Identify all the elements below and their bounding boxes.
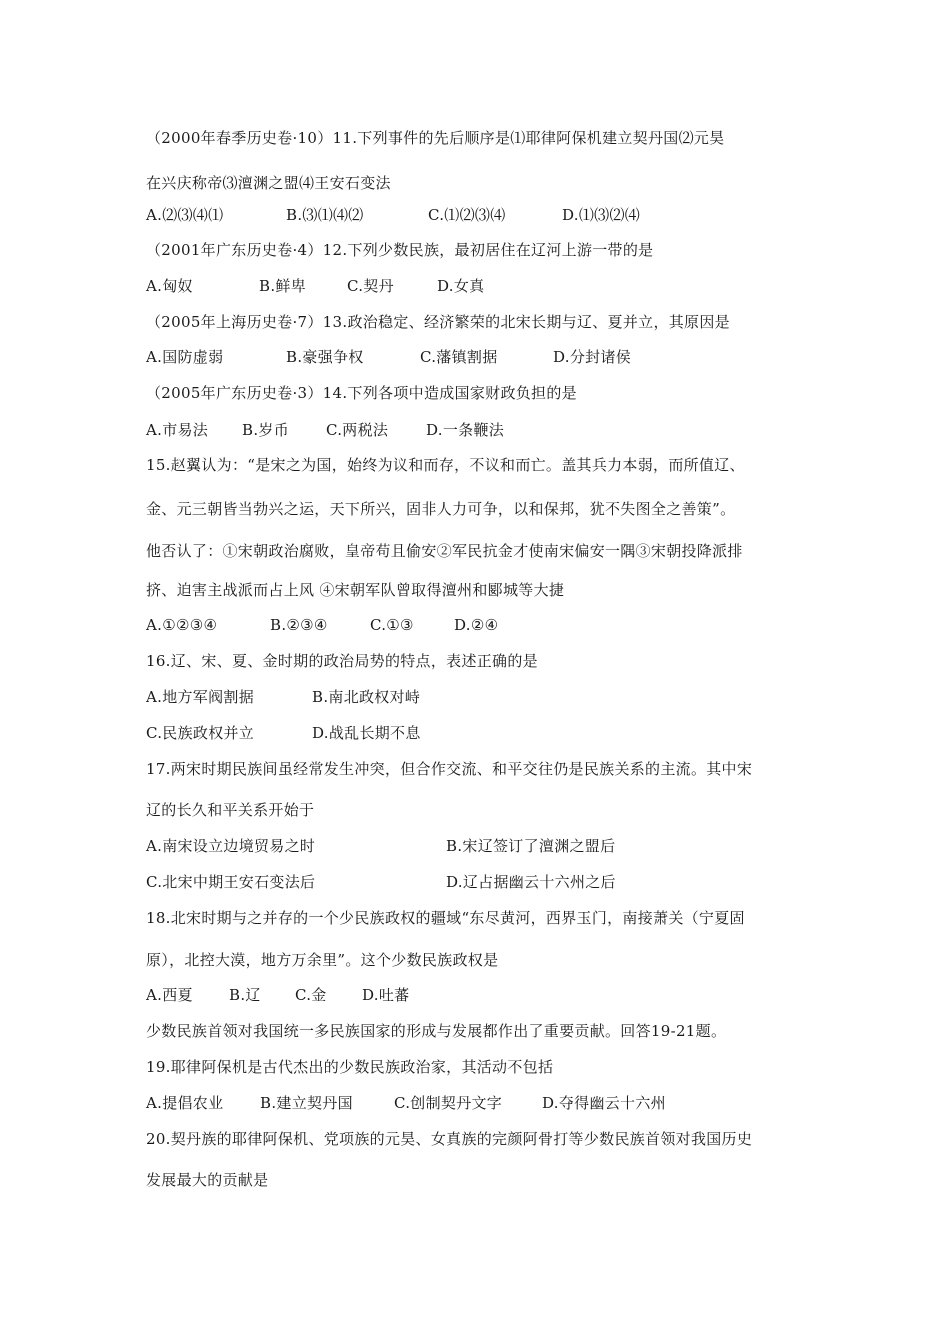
q16-option-d: D.战乱长期不息 [312,724,421,742]
q19-option-d: D.夺得幽云十六州 [542,1094,666,1112]
q11-stem-line-1: （2000年春季历史卷·10）11.下列事件的先后顺序是⑴耶律阿保机建立契丹国⑵元昊 [146,129,725,147]
q16-option-b: B.南北政权对峙 [312,688,421,706]
q15-stem-line-2: 金、元三朝皆当勃兴之运，天下所兴，固非人力可争，以和保邦，犹不失图全之善策”。 [146,500,736,518]
q14-option-b: B.岁币 [242,421,289,439]
q17-stem-line-1: 17.两宋时期民族间虽经常发生冲突，但合作交流、和平交往仍是民族关系的主流。其中宋 [146,760,753,778]
q17-options-row-2 [146,872,616,892]
q17-option-c: C.北宋中期王安石变法后 [146,873,316,891]
q19-stem: 19.耶律阿保机是古代杰出的少数民族政治家，其活动不包括 [146,1058,554,1076]
q13-option-b: B.豪强争权 [286,348,364,366]
q11-option-b: B.⑶⑴⑷⑵ [286,206,364,224]
q19-option-a: A.提倡农业 [146,1094,224,1112]
q18-option-d: D.吐蕃 [362,986,410,1004]
q13-option-d: D.分封诸侯 [553,348,632,366]
q12-option-a: A.匈奴 [146,277,193,295]
q12-option-c: C.契丹 [347,277,394,295]
q13-stem: （2005年上海历史卷·7）13.政治稳定、经济繁荣的北宋长期与辽、夏并立，其原因是 [146,313,730,331]
q15-options [146,615,498,635]
q13-option-c: C.藩镇割据 [420,348,498,366]
q15-option-c: C.①③ [370,616,414,634]
q11-stem-line-2: 在兴庆称帝⑶澶渊之盟⑷王安石变法 [146,174,391,192]
q11-options [146,205,640,225]
q19-option-b: B.建立契丹国 [260,1094,353,1112]
q20-stem-line-1: 20.契丹族的耶律阿保机、党项族的元昊、女真族的完颜阿骨打等少数民族首领对我国历史 [146,1130,753,1148]
q16-stem: 16.辽、宋、夏、金时期的政治局势的特点，表述正确的是 [146,652,538,670]
q14-option-d: D.一条鞭法 [426,421,505,439]
q19-options [146,1093,666,1113]
q18-options [146,985,409,1005]
q12-options [146,276,484,296]
q16-options-row-2 [146,723,421,743]
q11-option-a: A.⑵⑶⑷⑴ [146,206,224,224]
q18-option-b: B.辽 [229,986,261,1004]
q17-option-d: D.辽占据幽云十六州之后 [446,873,616,891]
q18-stem-line-2: 原），北控大漠，地方万余里”。这个少数民族政权是 [146,951,499,969]
q15-stem-line-1: 15.赵翼认为：“是宋之为国，始终为议和而存，不议和而亡。盖其兵力本弱，而所值辽、 [146,456,745,474]
q19-option-c: C.创制契丹文字 [394,1094,503,1112]
q20-stem-line-2: 发展最大的贡献是 [146,1171,269,1189]
q15-option-a: A.①②③④ [146,616,218,634]
q15-option-d: D.②④ [454,616,499,634]
q17-options-row-1 [146,836,615,856]
q18-option-c: C.金 [295,986,327,1004]
q15-stem-line-3: 他否认了：①宋朝政治腐败，皇帝苟且偷安②军民抗金才使南宋偏安一隅③宋朝投降派排 [146,542,743,560]
q11-option-c: C.⑴⑵⑶⑷ [428,206,506,224]
q14-option-c: C.两税法 [326,421,389,439]
q12-option-d: D.女真 [437,277,485,295]
q18-stem-line-1: 18.北宋时期与之并存的一个少民族政权的疆域“东尽黄河，西界玉门，南接萧关（宁夏固 [146,909,745,927]
q17-stem-line-2: 辽的长久和平关系开始于 [146,801,315,819]
q15-stem-line-4: 挤、迫害主战派而占上风 ④宋朝军队曾取得澶州和郾城等大捷 [146,581,565,599]
q15-option-b: B.②③④ [270,616,328,634]
q11-option-d: D.⑴⑶⑵⑷ [562,206,641,224]
q13-options [146,347,631,367]
q14-options [146,420,504,440]
intro-19-21: 少数民族首领对我国统一多民族国家的形成与发展都作出了重要贡献。回答19-21题。 [146,1022,727,1040]
q12-stem: （2001年广东历史卷·4）12.下列少数民族，最初居住在辽河上游一带的是 [146,241,654,259]
q18-option-a: A.西夏 [146,986,193,1004]
q14-stem: （2005年广东历史卷·3）14.下列各项中造成国家财政负担的是 [146,384,577,402]
q13-option-a: A.国防虚弱 [146,348,224,366]
q16-option-c: C.民族政权并立 [146,724,255,742]
q14-option-a: A.市易法 [146,421,209,439]
q12-option-b: B.鲜卑 [259,277,306,295]
q16-option-a: A.地方军阀割据 [146,688,255,706]
q16-options-row-1 [146,687,420,707]
q17-option-b: B.宋辽签订了澶渊之盟后 [446,837,616,855]
q17-option-a: A.南宋设立边境贸易之时 [146,837,316,855]
